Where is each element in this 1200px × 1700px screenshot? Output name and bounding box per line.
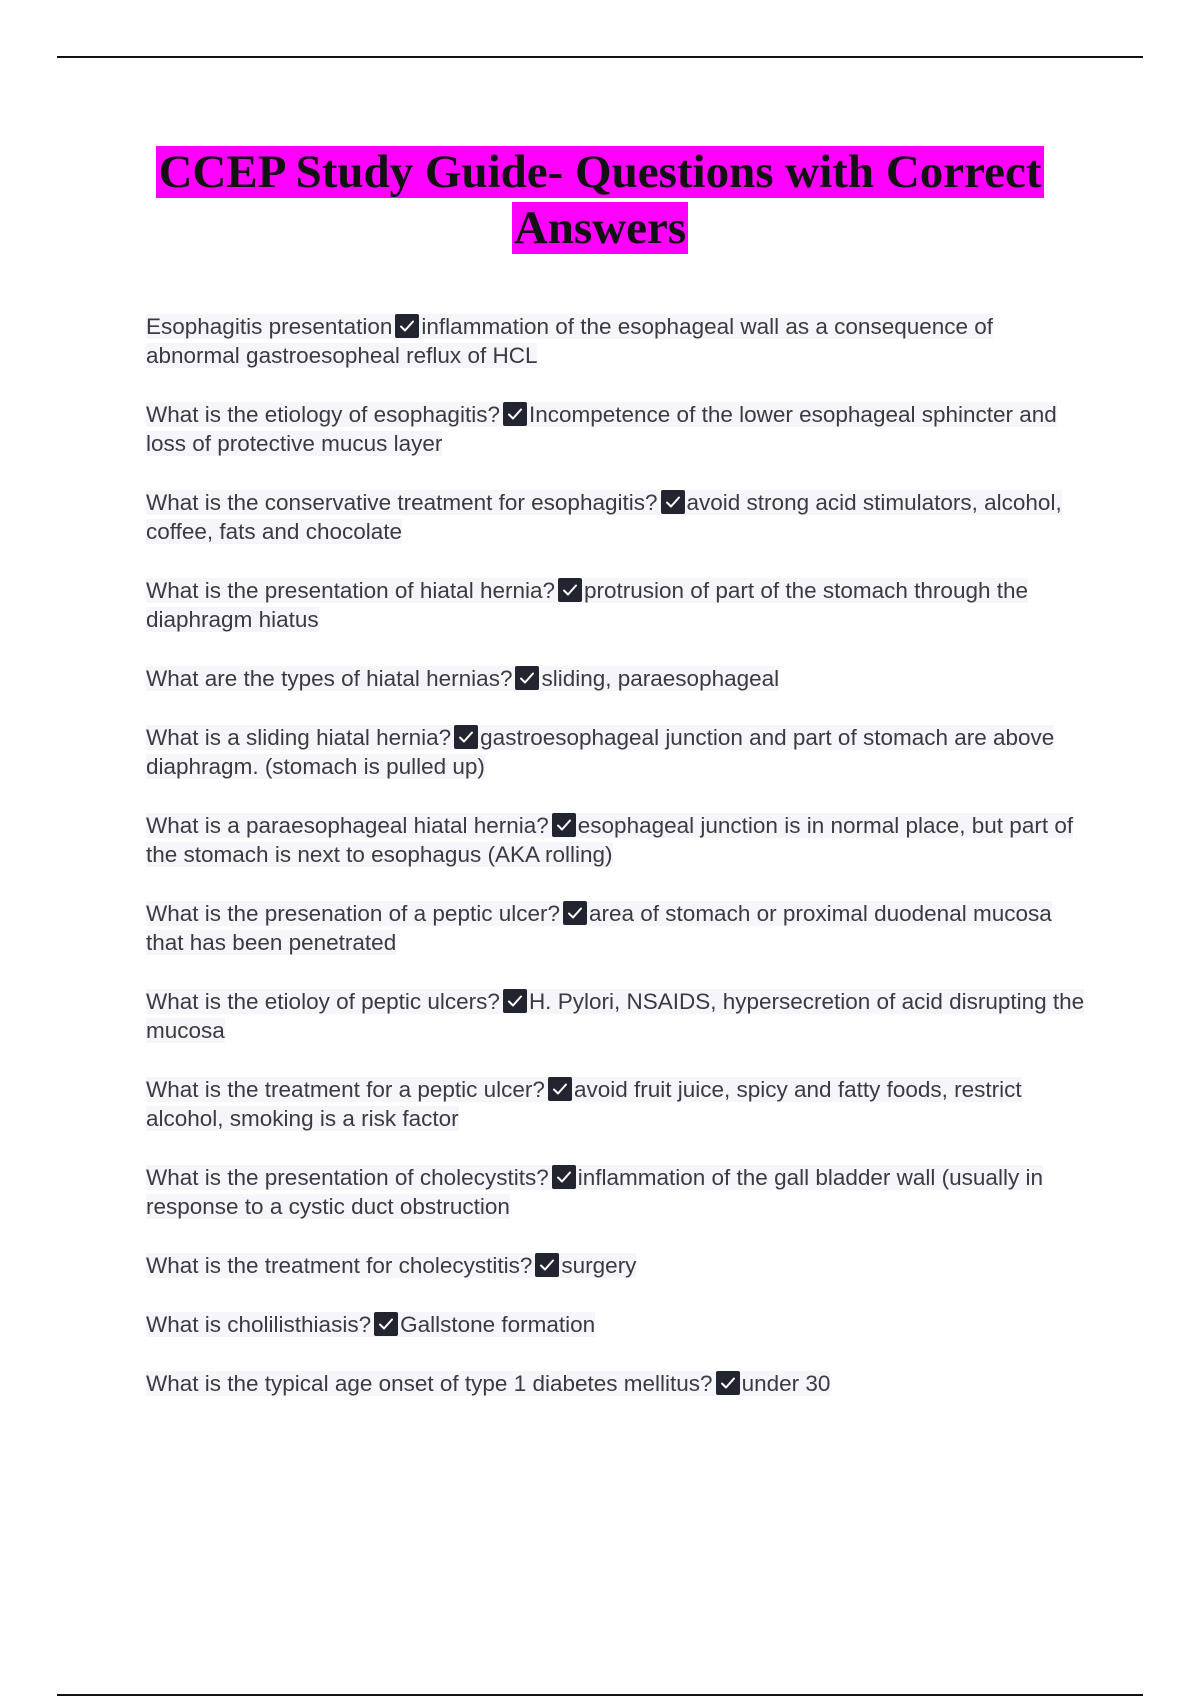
question-text: What is a sliding hiatal hernia? xyxy=(146,725,452,750)
answer-text: area of stomach or proximal duodenal mucosa that has been penetrated xyxy=(146,901,1052,955)
question-text: What are the types of hiatal hernias? xyxy=(146,666,513,691)
document-title: CCEP Study Guide- Questions with Correct Answers xyxy=(158,146,1042,254)
answer-text: Incompetence of the lower esophageal sphincter and loss of protective mucus layer xyxy=(146,402,1057,456)
qa-item xyxy=(146,1163,1091,1221)
question-text: What is cholilisthiasis? xyxy=(146,1312,372,1337)
qa-item-text xyxy=(146,901,1052,955)
qa-item-text xyxy=(146,490,1062,544)
title-block xyxy=(100,144,1100,256)
checkmark-box-icon xyxy=(552,1165,576,1189)
qa-item xyxy=(146,899,1091,957)
qa-item xyxy=(146,723,1091,781)
qa-item xyxy=(146,664,1091,693)
qa-item xyxy=(146,1075,1091,1133)
qa-item-text xyxy=(146,1312,595,1337)
qa-item-text xyxy=(146,314,993,368)
qa-item xyxy=(146,312,1091,370)
answer-text: surgery xyxy=(561,1253,637,1278)
checkmark-box-icon xyxy=(548,1077,572,1101)
qa-item-text xyxy=(146,666,779,691)
answer-text: gastroesophageal junction and part of stomach are above diaphragm. (stomach is pulled up) xyxy=(146,725,1055,779)
bottom-divider xyxy=(57,1694,1143,1696)
question-text: What is the typical age onset of type 1 diabetes mellitus? xyxy=(146,1371,713,1396)
qa-item xyxy=(146,1251,1091,1280)
qa-item-text xyxy=(146,578,1028,632)
answer-text: avoid fruit juice, spicy and fatty foods, restrict alcohol, smoking is a risk factor xyxy=(146,1077,1022,1131)
answer-text: H. Pylori, NSAIDS, hypersecretion of acid disrupting the mucosa xyxy=(146,989,1085,1043)
question-text: What is the presenation of a peptic ulcer? xyxy=(146,901,560,926)
answer-text: under 30 xyxy=(741,1371,831,1396)
checkmark-box-icon xyxy=(374,1312,398,1336)
checkmark-box-icon xyxy=(558,578,582,602)
checkmark-box-icon xyxy=(563,901,587,925)
checkmark-box-icon xyxy=(535,1253,559,1277)
checkmark-box-icon xyxy=(395,314,419,338)
qa-item-text xyxy=(146,989,1084,1043)
question-text: What is a paraesophageal hiatal hernia? xyxy=(146,813,549,838)
checkmark-box-icon xyxy=(454,725,478,749)
qa-item xyxy=(146,400,1091,458)
answer-text: avoid strong acid stimulators, alcohol, coffee, fats and chocolate xyxy=(146,490,1062,544)
checkmark-box-icon xyxy=(552,813,576,837)
qa-item xyxy=(146,488,1091,546)
qa-item-text xyxy=(146,1165,1043,1219)
question-text: What is the conservative treatment for esophagitis? xyxy=(146,490,658,515)
checkmark-box-icon xyxy=(661,490,685,514)
answer-text: Gallstone formation xyxy=(400,1312,596,1337)
answer-text: inflammation of the gall bladder wall (usually in response to a cystic duct obstruction xyxy=(146,1165,1043,1219)
question-text: Esophagitis presentation xyxy=(146,314,393,339)
qa-item xyxy=(146,811,1091,869)
qa-item xyxy=(146,1310,1091,1339)
question-text: What is the treatment for a peptic ulcer? xyxy=(146,1077,545,1102)
qa-item-text xyxy=(146,1253,636,1278)
checkmark-box-icon xyxy=(716,1371,740,1395)
question-text: What is the treatment for cholecystitis? xyxy=(146,1253,533,1278)
checkmark-box-icon xyxy=(515,666,539,690)
qa-item-text xyxy=(146,402,1057,456)
qa-item xyxy=(146,1369,1091,1398)
qa-item-text xyxy=(146,1077,1022,1131)
qa-item-text xyxy=(146,725,1054,779)
question-text: What is the etioloy of peptic ulcers? xyxy=(146,989,500,1014)
question-text: What is the presentation of hiatal hernia? xyxy=(146,578,555,603)
qa-list xyxy=(146,312,1091,1428)
answer-text: sliding, paraesophageal xyxy=(541,666,780,691)
top-divider xyxy=(57,56,1143,58)
qa-item-text xyxy=(146,1371,830,1396)
answer-text: esophageal junction is in normal place, but part of the stomach is next to esophagus (AKA rolling) xyxy=(146,813,1074,867)
checkmark-box-icon xyxy=(503,989,527,1013)
answer-text: inflammation of the esophageal wall as a consequence of abnormal gastroesopheal reflux of HCL xyxy=(146,314,994,368)
question-text: What is the presentation of cholecystits? xyxy=(146,1165,549,1190)
question-text: What is the etiology of esophagitis? xyxy=(146,402,500,427)
qa-item xyxy=(146,987,1091,1045)
answer-text: protrusion of part of the stomach through the diaphragm hiatus xyxy=(146,578,1029,632)
checkmark-box-icon xyxy=(503,402,527,426)
qa-item xyxy=(146,576,1091,634)
qa-item-text xyxy=(146,813,1073,867)
